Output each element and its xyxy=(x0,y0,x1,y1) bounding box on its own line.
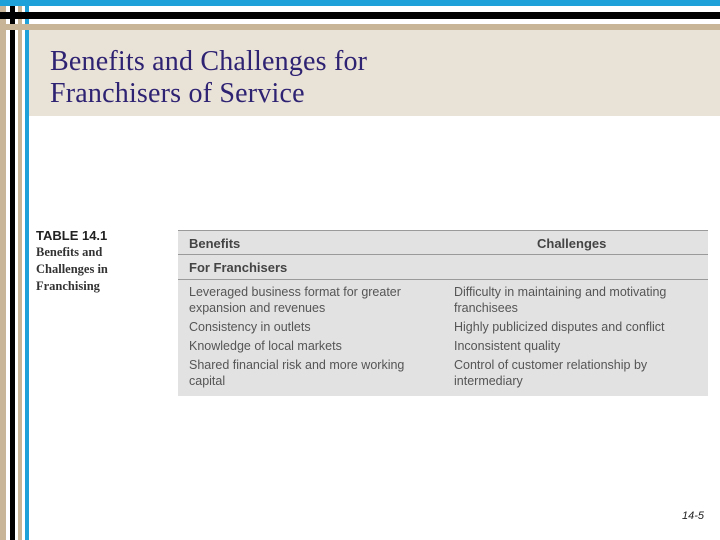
caption-line-3: Franchising xyxy=(36,279,100,293)
left-stripe-tan xyxy=(0,0,6,540)
slide-title xyxy=(50,46,650,110)
header-benefits: Benefits xyxy=(189,236,241,251)
slide-title-line-2: Franchisers of Service xyxy=(50,78,305,109)
challenge-cell-1: Difficulty in maintaining and motivating franchisees xyxy=(454,285,667,315)
benefit-cell-2: Consistency in outlets xyxy=(189,320,311,334)
table-caption xyxy=(36,228,166,294)
header-challenges: Challenges xyxy=(537,236,607,251)
section-for-franchisers: For Franchisers xyxy=(189,260,288,275)
left-stripe-black xyxy=(10,0,15,540)
challenge-cell-2: Highly publicized disputes and conflict xyxy=(454,320,665,334)
challenge-cell-4: Control of customer relationship by intermediary xyxy=(454,358,648,388)
page-number: 14-5 xyxy=(682,510,705,522)
caption-line-1: Benefits and xyxy=(36,245,103,259)
top-stripe-blue xyxy=(0,0,720,6)
slide-title-line-1: Benefits and Challenges for xyxy=(50,46,368,77)
table-header-row xyxy=(178,230,708,255)
benefit-cell-4: Shared financial risk and more working capital xyxy=(189,358,405,388)
challenge-cell-3: Inconsistent quality xyxy=(454,339,561,353)
top-stripe-black xyxy=(0,12,720,19)
table-section-row xyxy=(178,255,708,280)
franchising-table xyxy=(178,230,708,396)
table-number: TABLE 14.1 xyxy=(36,228,108,243)
left-stripe-tan-inner xyxy=(18,0,22,540)
caption-line-2: Challenges in xyxy=(36,262,108,276)
benefit-cell-1: Leveraged business format for greater expansion and revenues xyxy=(189,285,401,315)
benefit-cell-3: Knowledge of local markets xyxy=(189,339,342,353)
